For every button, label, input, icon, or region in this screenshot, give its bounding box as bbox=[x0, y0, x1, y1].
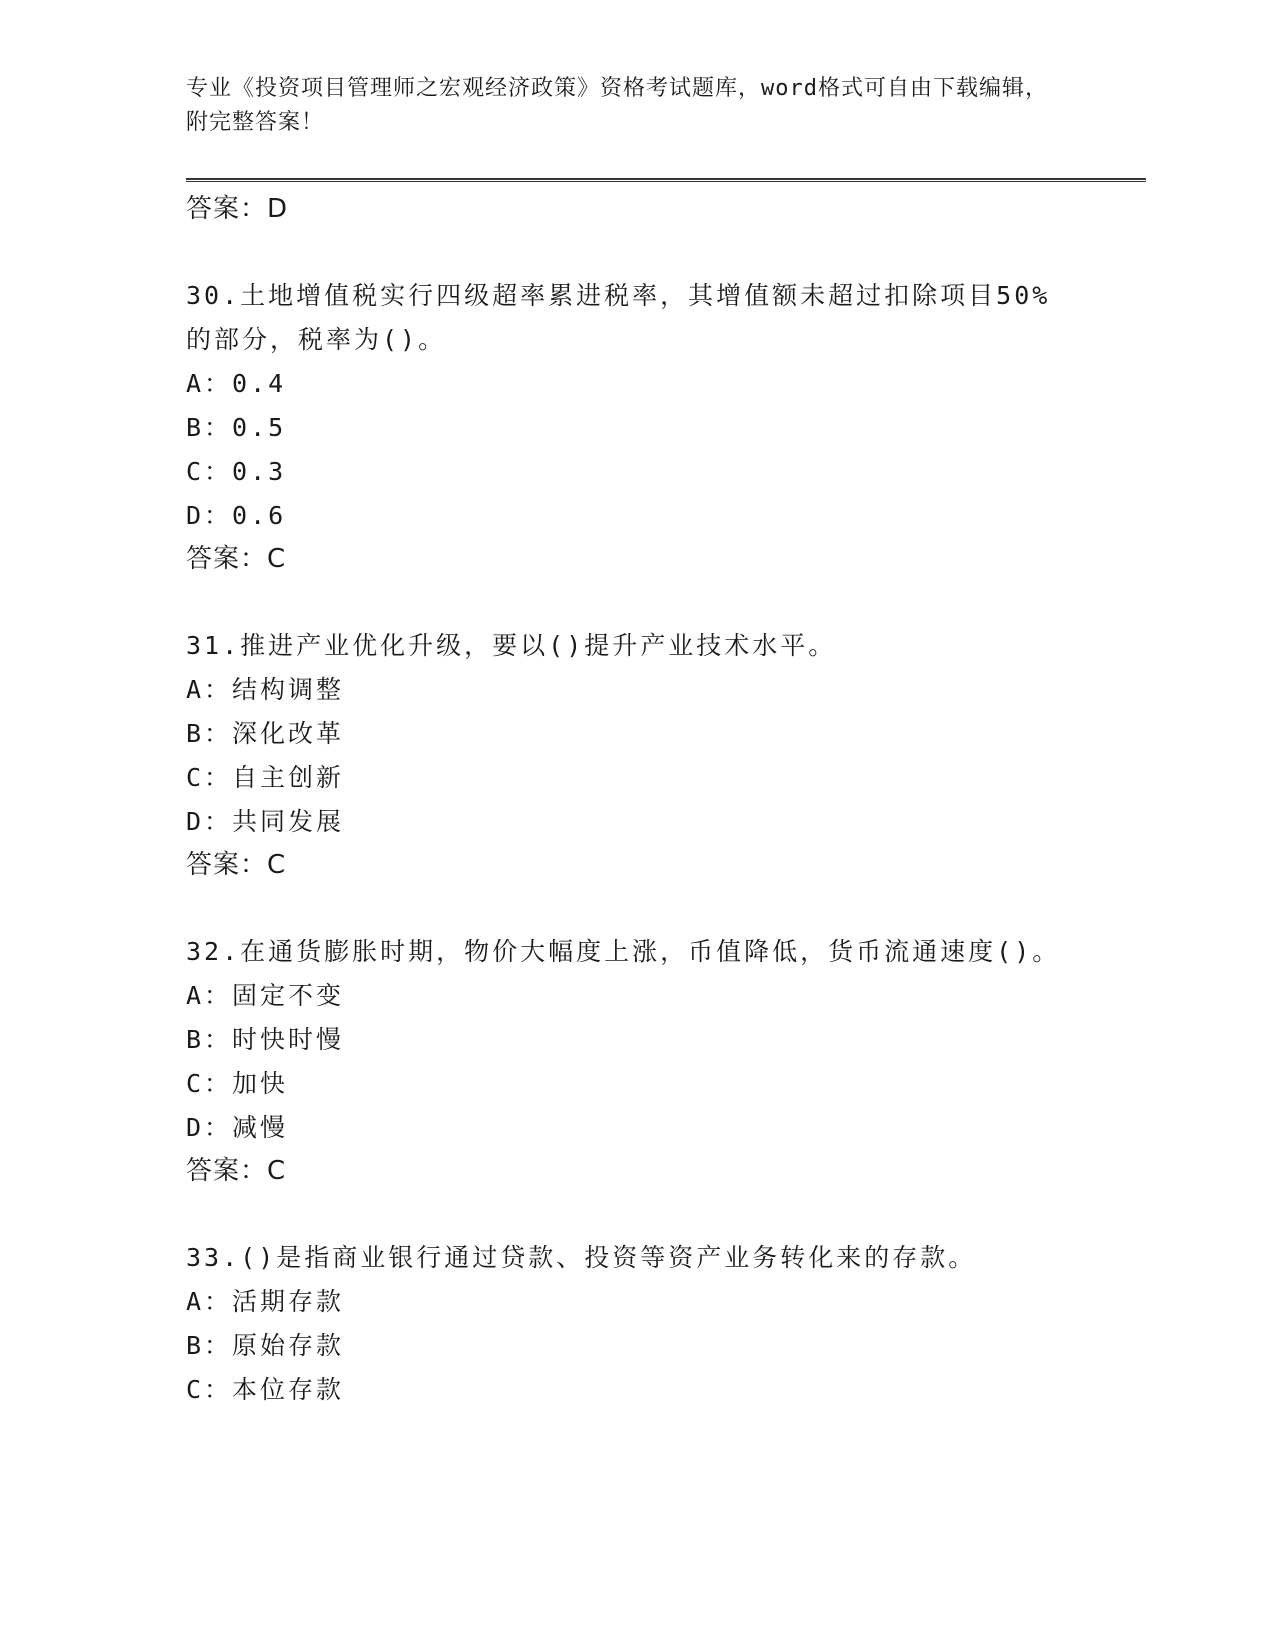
question-stem-continued: 的部分，税率为()。 bbox=[186, 325, 447, 354]
answer-line: 答案：C bbox=[186, 544, 287, 574]
answer-line: 答案：D bbox=[186, 194, 289, 224]
question-stem: 31.推进产业优化升级，要以()提升产业技术水平。 bbox=[186, 631, 837, 660]
option-d: D：减慢 bbox=[186, 1113, 289, 1142]
question-stem: 33.()是指商业银行通过贷款、投资等资产业务转化来的存款。 bbox=[186, 1243, 977, 1272]
option-d: D：0.6 bbox=[186, 501, 287, 530]
question-stem: 30.土地增值税实行四级超率累进税率，其增值额未超过扣除项目50% bbox=[186, 281, 1051, 310]
document-header: 专业《投资项目管理师之宏观经济政策》资格考试题库，word格式可自由下载编辑，附完整答案！ bbox=[186, 76, 1048, 135]
option-c: C：加快 bbox=[186, 1069, 289, 1098]
option-b: B：原始存款 bbox=[186, 1331, 345, 1360]
option-b: B：时快时慢 bbox=[186, 1025, 345, 1054]
option-a: A：结构调整 bbox=[186, 675, 345, 704]
answer-line: 答案：C bbox=[186, 850, 287, 880]
option-d: D：共同发展 bbox=[186, 807, 345, 836]
option-b: B：深化改革 bbox=[186, 719, 345, 748]
option-c: C：0.3 bbox=[186, 457, 287, 486]
option-a: A：固定不变 bbox=[186, 981, 345, 1010]
option-a: A：0.4 bbox=[186, 369, 287, 398]
question-stem: 32.在通货膨胀时期，物价大幅度上涨，币值降低，货币流通速度()。 bbox=[186, 937, 1061, 966]
option-c: C：自主创新 bbox=[186, 763, 345, 792]
option-b: B：0.5 bbox=[186, 413, 287, 442]
header-divider bbox=[186, 178, 1146, 182]
answer-line: 答案：C bbox=[186, 1156, 287, 1186]
option-c: C：本位存款 bbox=[186, 1375, 345, 1404]
option-a: A：活期存款 bbox=[186, 1287, 345, 1316]
